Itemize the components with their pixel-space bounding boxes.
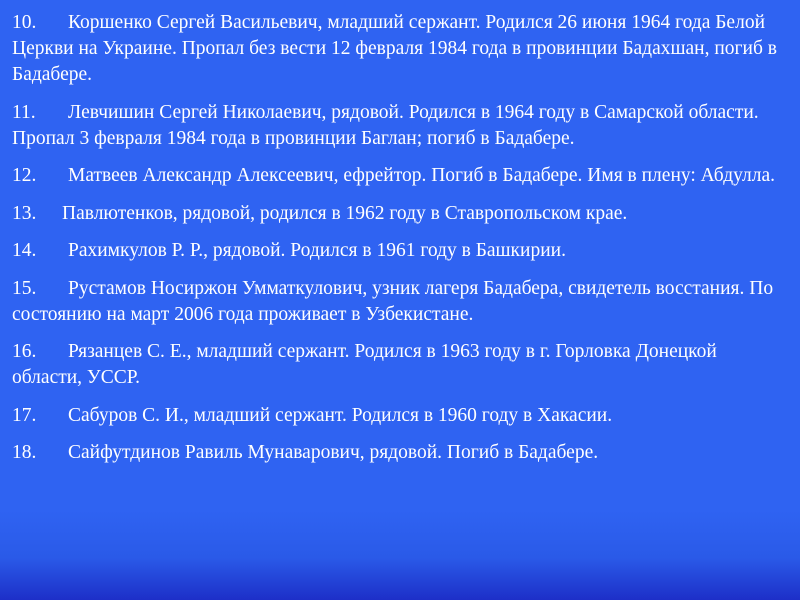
item-text: Сабуров С. И., младший сержант. Родился в 1960 году в Хакасии. [68,404,613,426]
list-item [0,339,790,391]
item-number: 17. [12,404,37,426]
list-item [0,276,790,328]
list-item [0,403,790,429]
list-item [0,10,790,88]
item-text: Матвеев Александр Алексеевич, ефрейтор. Погиб в Бадабере. Имя в плену: Абдулла. [68,165,775,186]
list-item [0,440,790,466]
item-number: 10. [12,12,37,33]
item-text: Павлютенков, рядовой, родился в 1962 году в Ставропольском крае. [62,202,628,224]
list-item [0,201,790,227]
item-text: Рахимкулов Р. Р., рядовой. Родился в 1961 году в Башкирии. [68,240,566,261]
item-number: 13. [12,202,37,224]
list-item [0,100,790,152]
item-number: 12. [12,165,37,186]
item-number: 11. [12,101,36,123]
list-item [0,238,790,264]
item-number: 15. [12,277,37,299]
item-number: 16. [12,341,37,362]
item-text: Левчишин Сергей Николаевич, рядовой. Родился в 1964 году в Самарской области. Пропал 3 февраля 1984 года в провинции Баглан; погиб в Бадабере. [12,101,759,149]
item-number: 18. [12,442,37,463]
item-text: Коршенко Сергей Васильевич, младший сержант. Родился 26 июня 1964 года Белой Церкви на Украине. Пропал без вести 12 февраля 1984 года в провинции Бадахшан, погиб в Бадабере. [12,12,777,85]
item-text: Сайфутдинов Равиль Мунаварович, рядовой. Погиб в Бадабере. [68,442,599,463]
list-item [0,163,790,189]
slide-content [0,10,790,478]
item-text: Рустамов Носиржон Умматкулович, узник лагеря Бадабера, свидетель восстания. По состоянию на март 2006 года проживает в Узбекистане. [12,277,774,325]
item-text: Рязанцев С. Е., младший сержант. Родился в 1963 году в г. Горловка Донецкой области, УССР. [12,341,717,388]
item-number: 14. [12,240,37,261]
